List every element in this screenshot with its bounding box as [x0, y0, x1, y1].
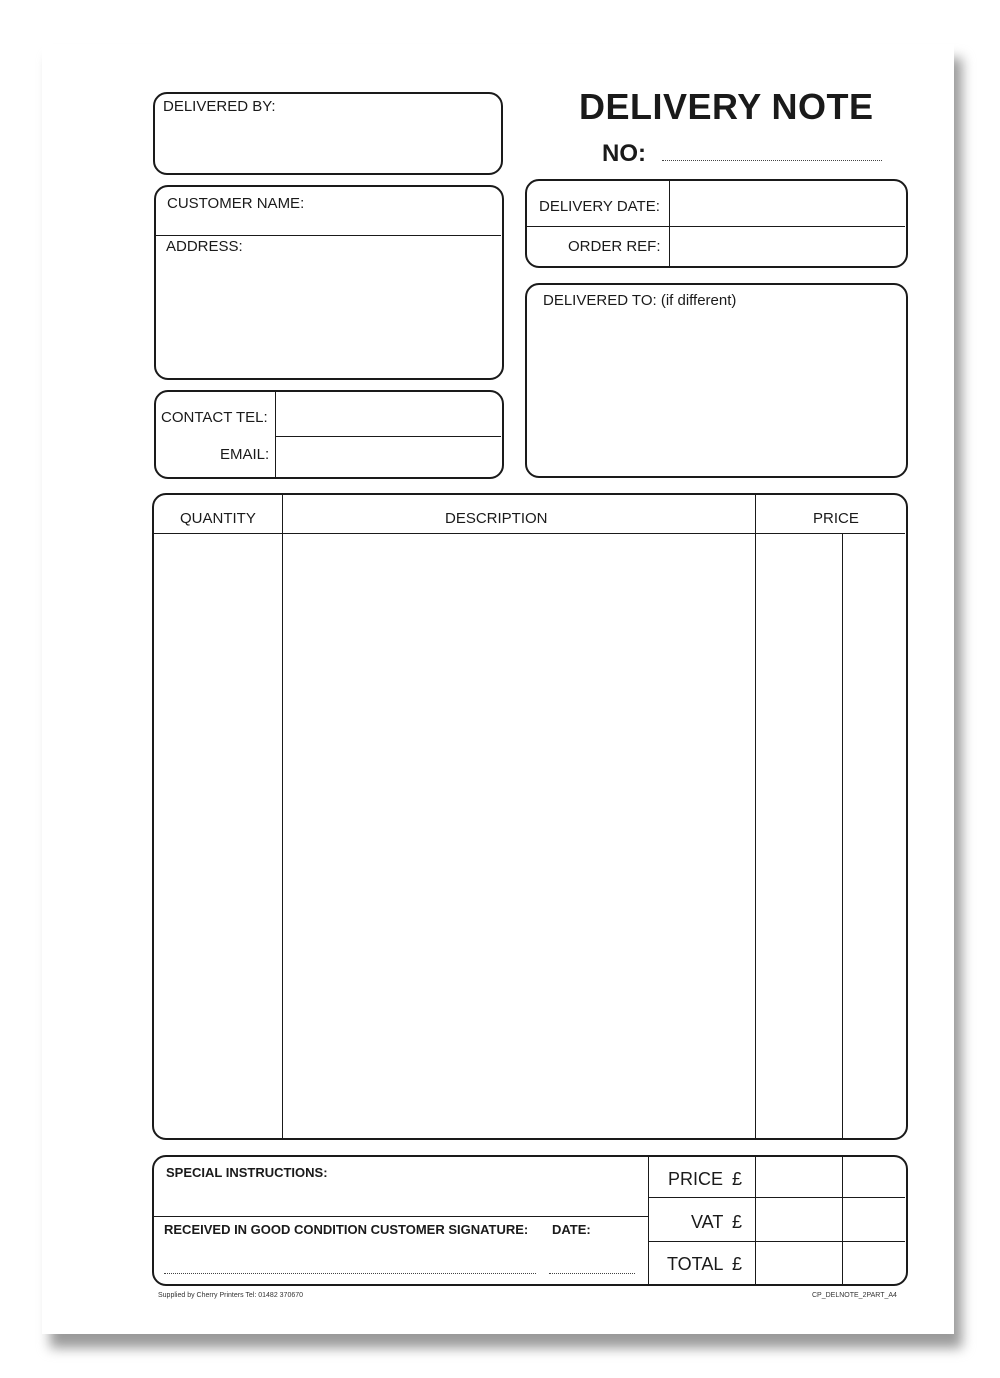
- column-header-quantity: QUANTITY: [180, 510, 256, 527]
- totals-row-divider-2: [648, 1241, 905, 1242]
- total-price-currency: £: [732, 1169, 743, 1189]
- customer-name-label: CUSTOMER NAME:: [167, 195, 305, 212]
- totals-pence-divider: [842, 1157, 843, 1284]
- contact-tel-label: CONTACT TEL:: [161, 409, 268, 426]
- price-pence-divider: [842, 533, 843, 1138]
- table-header-divider: [154, 533, 905, 534]
- footer-supplier: Supplied by Cherry Printers Tel: 01482 370670: [158, 1292, 304, 1299]
- signature-field[interactable]: [164, 1273, 536, 1274]
- document-title: DELIVERY NOTE: [579, 86, 874, 127]
- total-grand-currency: £: [732, 1254, 743, 1274]
- instructions-divider: [154, 1216, 648, 1217]
- total-vat-currency: £: [732, 1212, 743, 1232]
- totals-mid-divider: [755, 1157, 756, 1284]
- date-label: DATE:: [552, 1222, 591, 1237]
- delivery-info-divider-vertical: [669, 181, 670, 266]
- delivered-to-label: DELIVERED TO: (if different): [543, 292, 737, 309]
- footer-code: CP_DELNOTE_2PART_A4: [812, 1292, 897, 1299]
- description-column-divider: [755, 495, 756, 1138]
- delivered-by-box[interactable]: [153, 92, 503, 175]
- column-header-description: DESCRIPTION: [445, 510, 548, 527]
- column-header-price: PRICE: [813, 510, 859, 527]
- customer-box: [154, 185, 504, 380]
- date-field[interactable]: [549, 1273, 635, 1274]
- signature-label: RECEIVED IN GOOD CONDITION CUSTOMER SIGNATURE:: [164, 1222, 529, 1237]
- items-table: [152, 493, 908, 1140]
- address-label: ADDRESS:: [166, 238, 243, 255]
- total-price-label: PRICE: [668, 1169, 724, 1189]
- delivered-to-box[interactable]: [525, 283, 908, 478]
- note-number-label: NO:: [602, 140, 646, 167]
- bottom-box: [152, 1155, 908, 1286]
- totals-left-divider: [648, 1157, 649, 1284]
- delivery-info-box: [525, 179, 908, 268]
- email-label: EMAIL:: [220, 446, 270, 463]
- totals-row-divider-1: [648, 1197, 905, 1198]
- special-instructions-label: SPECIAL INSTRUCTIONS:: [166, 1165, 328, 1180]
- delivery-date-label: DELIVERY DATE:: [539, 198, 660, 215]
- delivered-by-label: DELIVERED BY:: [163, 98, 276, 115]
- note-number-field[interactable]: [662, 160, 882, 161]
- order-ref-label: ORDER REF:: [568, 238, 661, 255]
- contact-divider-horizontal: [275, 436, 501, 437]
- delivery-info-divider-horizontal: [527, 226, 905, 227]
- quantity-column-divider: [282, 495, 283, 1138]
- total-vat-label: VAT: [691, 1212, 724, 1232]
- contact-box: [154, 390, 504, 479]
- customer-divider: [156, 235, 501, 236]
- contact-divider-vertical: [275, 392, 276, 477]
- total-grand-label: TOTAL: [667, 1254, 724, 1274]
